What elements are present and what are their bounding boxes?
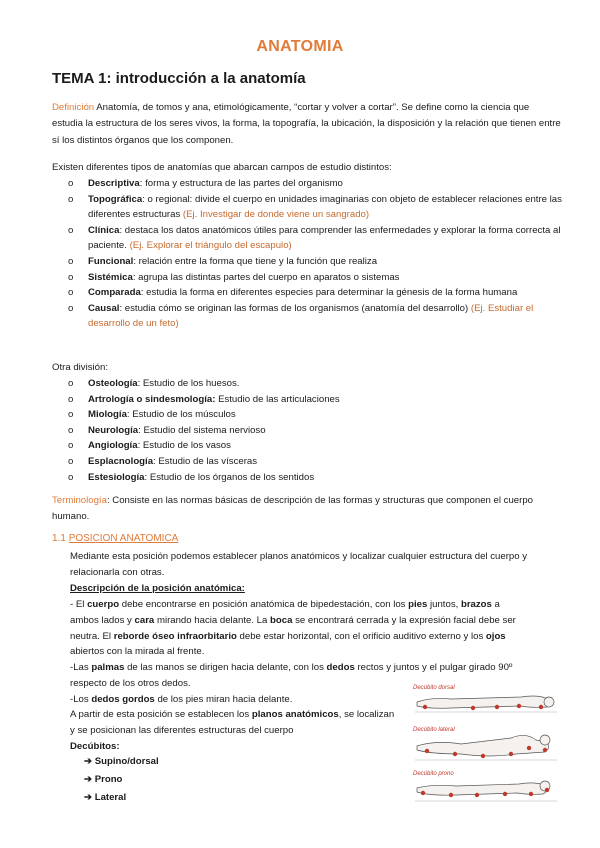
- tipos-list: [52, 176, 572, 332]
- list-item: o Neurología: Estudio del sistema nervioso: [52, 423, 572, 439]
- document-title: ANATOMIA: [256, 38, 344, 55]
- list-item: o Osteología: Estudio de los huesos.: [52, 376, 572, 392]
- body-outline-dorsal-icon: [417, 696, 554, 708]
- terminologia-label: Terminología: [52, 495, 107, 506]
- definicion-paragraph: [52, 100, 562, 149]
- decubito-item-lateral: ➔ Lateral: [84, 792, 127, 803]
- list-item: o Estesiología: Estudio de los órganos de los sentidos: [52, 470, 572, 486]
- list-item: o Clínica: destaca los datos anatómicos útiles para comprender las enfermedades y explorar la forma correcta al paciente. (Ej. Explorar el triángulo del escapulo): [52, 223, 572, 254]
- terminologia-text: : Consiste en las normas básicas de descripción de las formas y structuras que componen el cuerpo humano.: [52, 495, 534, 523]
- figure-label-prono: Decúbito prono: [413, 771, 454, 777]
- list-item: o Causal: estudia cómo se originan las formas de los organismos (anatomía del desarrollo) (Ej. Estudiar el desarrollo de un feto): [52, 301, 572, 332]
- decubito-item-supino: ➔ Supino/dorsal: [84, 756, 159, 767]
- decubitos-label: Decúbitos:: [70, 741, 120, 752]
- list-item: o Miología: Estudio de los músculos: [52, 407, 572, 423]
- descripcion-paragraph-1: - El cuerpo debe encontrarse en posición anatómica de bipedestación, con los pies juntos, brazos a ambos lados y cara mirando hacia delante. La boca se encontrará cerrada y la expresión facial debe ser neutra. El reborde óseo infraorbitario debe estar horizontal, con el orificio auditivo externo y los ojos abiertos con la mirada al frente.: [70, 599, 516, 658]
- list-item: o Angiología: Estudio de los vasos: [52, 438, 572, 454]
- decubito-item-prono: ➔ Prono: [84, 774, 123, 785]
- list-item: o Descriptiva: forma y estructura de las partes del organismo: [52, 176, 572, 192]
- descripcion-paragraph-3: -Los dedos gordos de los pies miran hacia delante.: [70, 694, 293, 705]
- list-item: o Artrología o sindesmología: Estudio de las articulaciones: [52, 392, 572, 408]
- descripcion-paragraph-2: -Las palmas de las manos se dirigen hacia delante, con los dedos rectos y juntos y el pulgar girado 90º respecto de los otros dedos.: [70, 662, 513, 689]
- figure-label-lateral: Decúbito lateral: [413, 727, 455, 733]
- list-item: o Comparada: estudia la forma en diferentes especies para determinar la génesis de la forma humana: [52, 285, 572, 301]
- section-intro: Mediante esta posición podemos establecer planos anatómicos y localizar cualquier estructura del cuerpo y relacionarla con otras.: [70, 551, 528, 578]
- list-item: o Sistémica: agrupa las distintas partes del cuerpo en aparatos o sistemas: [52, 270, 572, 286]
- definicion-text: Anatomía, de tomos y ana, etimológicamente, “cortar y volver a cortar”. Se define como la ciencia que estudia la estructura de los seres vivos, la forma, la topografía, la ubicación, la disposición y la relación que tienen entre sí los distintos órganos que los componen.: [52, 102, 561, 146]
- tema-heading: TEMA 1: introducción a la anatomía: [52, 70, 306, 87]
- section-heading: 1.1 POSICION ANATOMICA: [52, 533, 179, 544]
- list-item: o Funcional: relación entre la forma que tiene y la función que realiza: [52, 254, 572, 270]
- decubitos-illustration: [411, 680, 561, 810]
- tipos-intro: Existen diferentes tipos de anatomías que abarcan campos de estudio distintos:: [52, 162, 392, 173]
- section-subheading: Descripción de la posición anatómica:: [70, 583, 245, 594]
- definicion-label: Definición: [52, 102, 95, 113]
- division-intro: Otra división:: [52, 362, 108, 373]
- figure-label-dorsal: Decúbito dorsal: [413, 685, 455, 691]
- division-list: [52, 376, 572, 485]
- list-item: o Topográfica: o regional: divide el cuerpo en unidades imaginarias con objeto de establecer relaciones entre las diferentes estructuras (Ej. Investigar de donde viene un sangrado): [52, 192, 572, 223]
- list-item: o Esplacnología: Estudio de las vísceras: [52, 454, 572, 470]
- descripcion-paragraph-4: A partir de esta posición se establecen los planos anatómicos, se localizan y se posicionan las diferentes estructuras del cuerpo: [70, 709, 395, 736]
- body-outline-lateral-icon: [417, 735, 550, 756]
- terminologia-paragraph: [52, 493, 562, 526]
